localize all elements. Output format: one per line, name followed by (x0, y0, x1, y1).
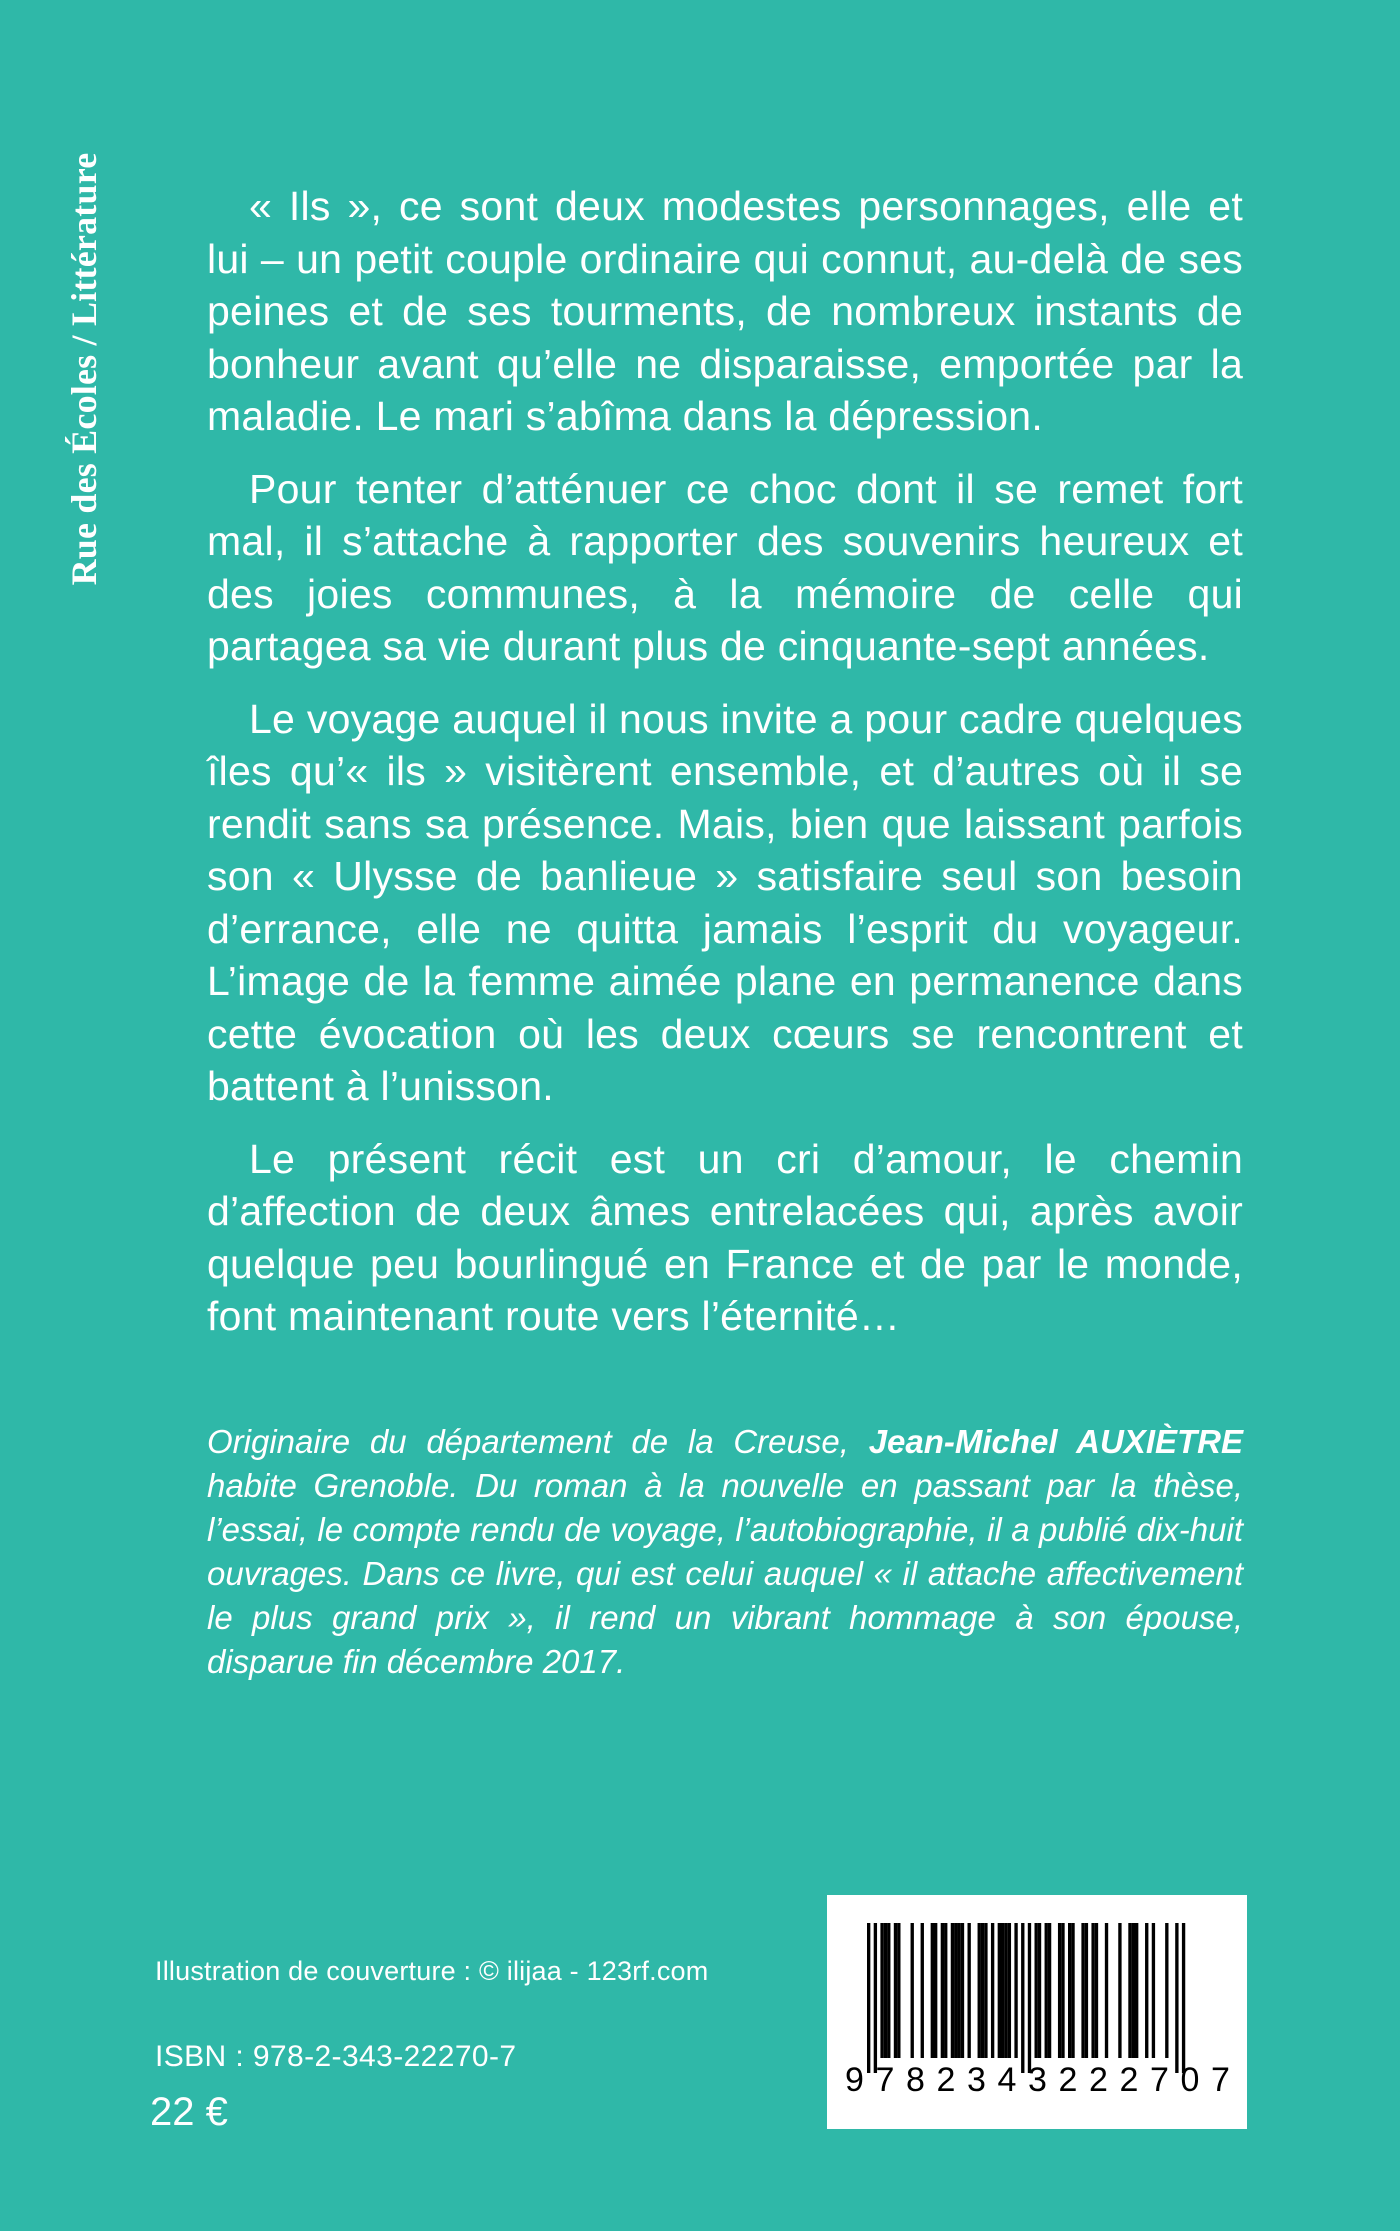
barcode-bar (1035, 1923, 1038, 2058)
barcode-bar (1028, 1923, 1031, 2073)
barcode-bar (991, 1923, 994, 2058)
barcode-bar (1001, 1923, 1004, 2058)
barcode-bar (867, 1923, 870, 2073)
barcode (827, 1895, 1247, 2129)
back-cover-blurb (207, 180, 1243, 1363)
barcode-bar (1045, 1923, 1048, 2058)
barcode-digit: 7 (875, 2061, 895, 2099)
barcode-bar (1118, 1923, 1121, 2058)
bio-text: habite Grenoble. Du roman à la nouvelle en passant par la thèse, l’essai, le compte rendu de voyage, l’autobiographie, il a publié dix-huit ouvrages. Dans ce livre, qui est celui auquel « il attache affectivement le plus grand prix », il rend un vibrant hommage à son épouse, disparue fin décembre 2017. (207, 1467, 1243, 1680)
barcode-bar (941, 1923, 944, 2058)
barcode-digit: 0 (1180, 2061, 1200, 2099)
barcode-bar (934, 1923, 937, 2058)
barcode-bar (978, 1923, 981, 2058)
barcode-bar (894, 1923, 897, 2058)
blurb-paragraph: Le voyage auquel il nous invite a pour cadre quelques îles qu’« ils » visitèrent ensemble, et d’autres où il se rendit sans sa présence. Mais, bien que laissant parfois son « Ulysse de banlieue » satisfaire seul son besoin d’errance, elle ne quitta jamais l’esprit du voyageur. L’image de la femme aimée plane en permanence dans cette évocation où les deux cœurs se rencontrent et battent à l’unisson. (207, 695, 1243, 1109)
barcode-bar (1038, 1923, 1041, 2058)
barcode-bar (981, 1923, 984, 2058)
barcode-bar (954, 1923, 957, 2058)
barcode-bar (1132, 1923, 1135, 2058)
barcode-bar (884, 1923, 887, 2058)
barcode-bar (1175, 1923, 1178, 2073)
barcode-bar (887, 1923, 890, 2058)
barcode-digit: 8 (906, 2061, 925, 2099)
barcode-bar (968, 1923, 971, 2058)
barcode-bar (1165, 1923, 1168, 2058)
barcode-bar (944, 1923, 947, 2058)
barcode-digits (845, 2061, 1230, 2100)
barcode-digit: 9 (845, 2061, 864, 2099)
blurb-paragraph: Pour tenter d’atténuer ce choc dont il se remet fort mal, il s’attache à rapporter des souvenirs heureux et des joies communes, à la mémoire de celle qui partagea sa vie durant plus de cinquante-sept années. (207, 465, 1243, 669)
barcode-bar (1182, 1923, 1185, 2073)
barcode-bar (1058, 1923, 1061, 2058)
author-bio (207, 1420, 1243, 1684)
spine-label (62, 104, 106, 634)
barcode-digit: 3 (967, 2061, 986, 2099)
barcode-bar (911, 1923, 914, 2058)
barcode-bar (961, 1923, 964, 2058)
barcode-bar (951, 1923, 954, 2058)
barcode-digit: 7 (1150, 2061, 1169, 2099)
price: 22 € (150, 2090, 228, 2134)
barcode-bar (1008, 1923, 1011, 2058)
barcode-bar (1085, 1923, 1088, 2058)
barcode-bar (984, 1923, 987, 2058)
barcode-bar (921, 1923, 924, 2058)
barcode-bar (1081, 1923, 1084, 2058)
barcode-digit: 3 (1028, 2061, 1047, 2099)
barcode-digit: 4 (997, 2061, 1017, 2099)
illustration-credit: Illustration de couverture : © ilijaa - 123rf.com (155, 1956, 709, 1986)
barcode-bar (897, 1923, 900, 2058)
barcode-bar (1021, 1923, 1024, 2073)
barcode-bar (1061, 1923, 1064, 2058)
barcode-bar (880, 1923, 883, 2058)
barcode-bar (1152, 1923, 1155, 2058)
blurb-paragraph: Le présent récit est un cri d’amour, le chemin d’affection de deux âmes entrelacées qui, après avoir quelque peu bourlingué en France et de par le monde, font maintenant route vers l’éternité… (207, 1135, 1243, 1339)
barcode-bar (1145, 1923, 1148, 2058)
barcode-bar (1095, 1923, 1098, 2058)
barcode-digit: 2 (1089, 2061, 1108, 2099)
barcode-digit: 2 (936, 2061, 956, 2099)
barcode-bar (957, 1923, 960, 2058)
barcode-bar (1004, 1923, 1007, 2058)
barcode-bar (1048, 1923, 1051, 2058)
barcode-digit: 2 (1119, 2061, 1139, 2099)
barcode-bar (1135, 1923, 1138, 2058)
barcode-bar (1091, 1923, 1094, 2058)
barcode-digit: 2 (1058, 2061, 1078, 2099)
barcode-bar (1014, 1923, 1017, 2058)
barcode-bar (1071, 1923, 1074, 2058)
isbn-text: ISBN : 978-2-343-22270-7 (155, 2040, 517, 2073)
collection-title: Rue des Écoles / Littérature (64, 152, 104, 586)
barcode-bar (931, 1923, 934, 2058)
bio-intro: Originaire du département de la Creuse, (207, 1423, 869, 1460)
barcode-digit: 7 (1211, 2061, 1230, 2099)
barcode-bar (1128, 1923, 1131, 2058)
author-name: Jean-Michel AUXIÈTRE (868, 1423, 1243, 1460)
blurb-paragraph: « Ils », ce sont deux modestes personnages, elle et lui – un petit couple ordinaire qui connut, au-delà de ses peines et de ses tourments, de nombreux instants de bonheur avant qu’elle ne disparaisse, emportée par la maladie. Le mari s’abîma dans la dépression. (207, 183, 1243, 439)
barcode-bar (874, 1923, 877, 2073)
barcode-bar (1105, 1923, 1108, 2058)
barcode-bar (998, 1923, 1001, 2058)
barcode-bar (1068, 1923, 1071, 2058)
